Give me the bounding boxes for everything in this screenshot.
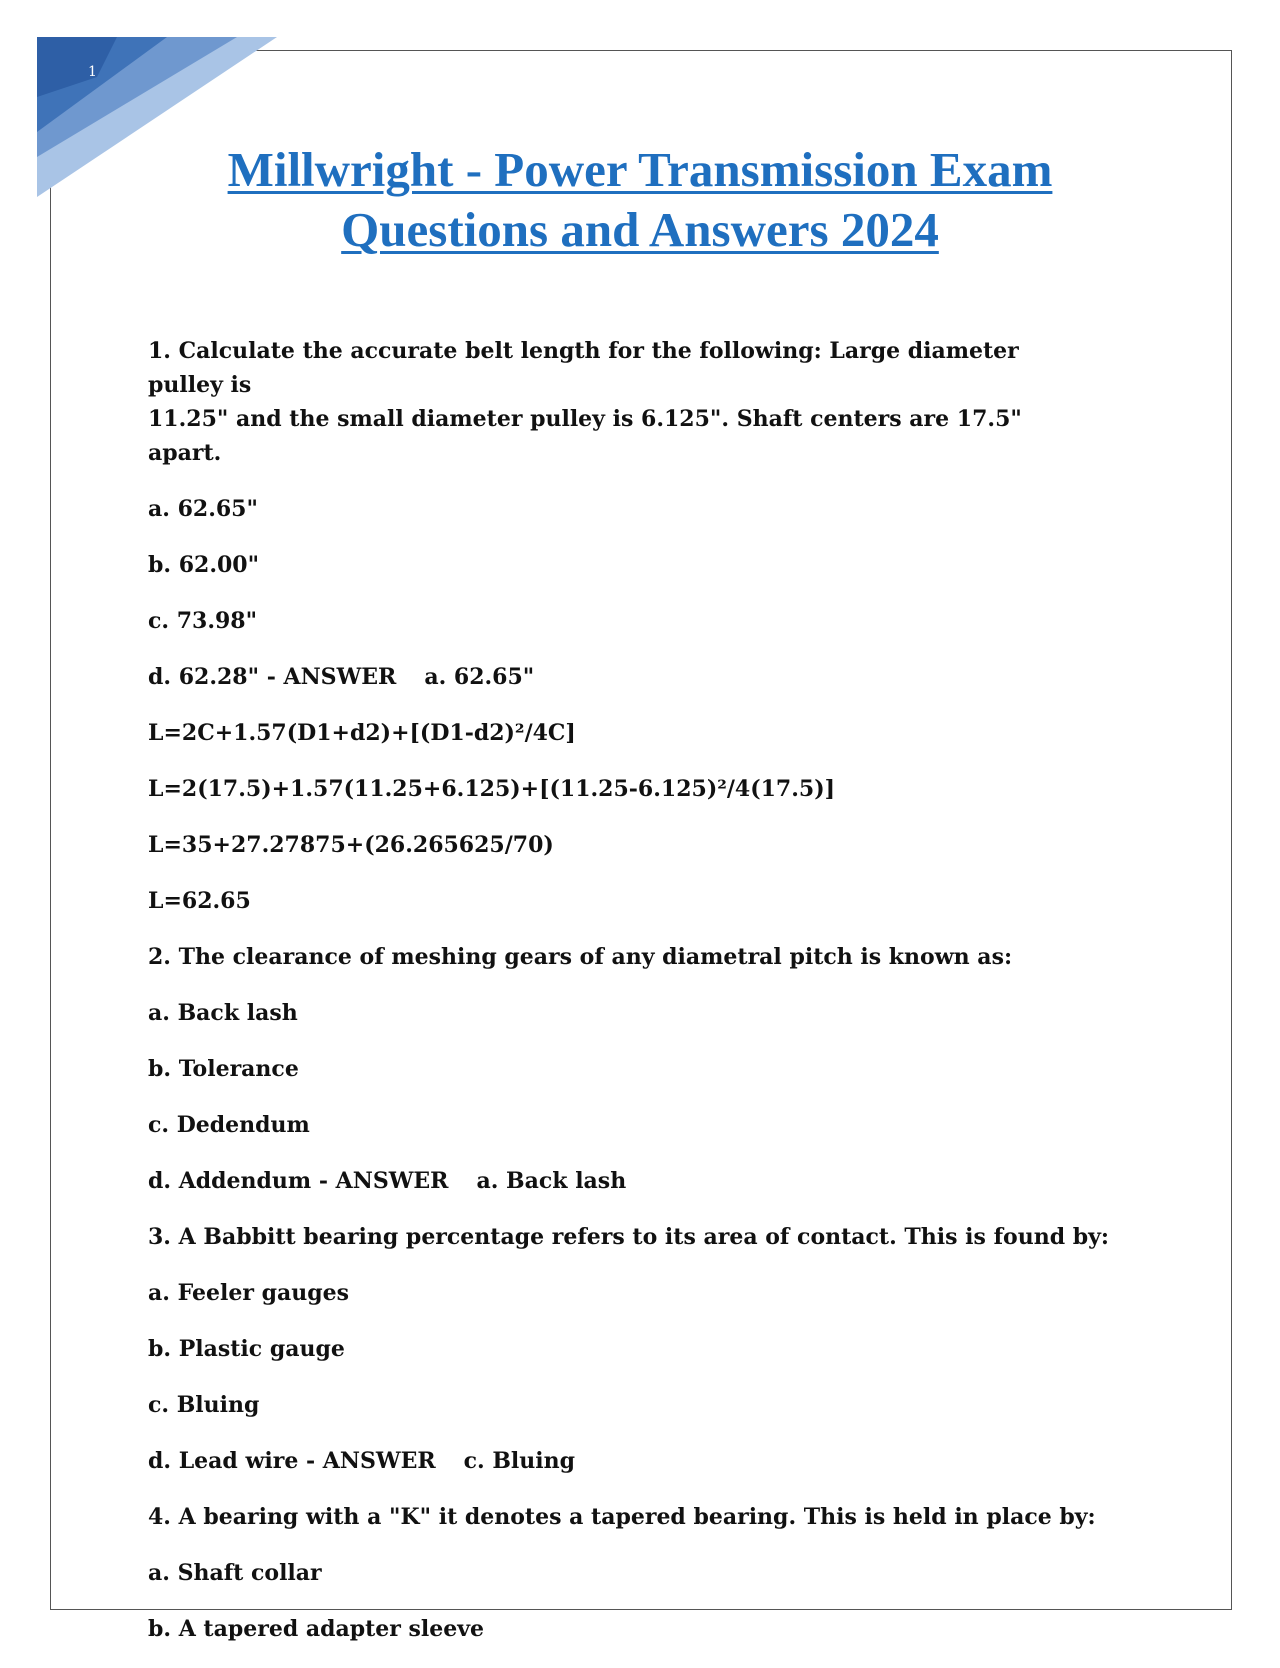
q2-option-a: a. Back lash bbox=[148, 1000, 298, 1026]
title-line-1: Millwright - Power Transmission Exam bbox=[227, 142, 1053, 197]
document-body bbox=[148, 334, 1110, 1668]
q3-option-c: c. Bluing bbox=[148, 1392, 260, 1418]
q4-option-a: a. Shaft collar bbox=[148, 1560, 322, 1586]
q1-answer: a. 62.65" bbox=[424, 664, 535, 690]
page-number: 1 bbox=[88, 64, 97, 80]
question-4: 4. A bearing with a "K" it denotes a tapered bearing. This is held in place by: bbox=[148, 1504, 1096, 1530]
title-line-2: Questions and Answers 2024 bbox=[341, 202, 939, 257]
q2-option-c: c. Dedendum bbox=[148, 1112, 310, 1138]
question-1-line-2: 11.25" and the small diameter pulley is 6.125". Shaft centers are 17.5" apart. bbox=[148, 406, 1022, 466]
q2-option-d: d. Addendum - ANSWER bbox=[148, 1168, 449, 1194]
q1-work-line-1: L=2C+1.57(D1+d2)+[(D1-d2)²/4C] bbox=[148, 720, 576, 746]
q1-work-line-4: L=62.65 bbox=[148, 888, 251, 914]
q1-work-line-2: L=2(17.5)+1.57(11.25+6.125)+[(11.25-6.125)²/4(17.5)] bbox=[148, 776, 836, 802]
q2-option-b: b. Tolerance bbox=[148, 1056, 299, 1082]
q1-work-line-3: L=35+27.27875+(26.265625/70) bbox=[148, 832, 554, 858]
q3-option-d-answer bbox=[148, 1444, 1088, 1478]
q1-option-d-answer bbox=[148, 660, 1088, 694]
q3-option-a: a. Feeler gauges bbox=[148, 1280, 349, 1306]
q1-option-a: a. 62.65" bbox=[148, 496, 258, 522]
question-1 bbox=[148, 334, 1088, 470]
q3-answer: c. Bluing bbox=[463, 1448, 576, 1474]
q1-option-d: d. 62.28" - ANSWER bbox=[148, 664, 397, 690]
q1-option-c: c. 73.98" bbox=[148, 608, 258, 634]
q3-option-d: d. Lead wire - ANSWER bbox=[148, 1448, 436, 1474]
q1-option-b: b. 62.00" bbox=[148, 552, 260, 578]
page-title bbox=[0, 140, 1280, 260]
question-2: 2. The clearance of meshing gears of any diametral pitch is known as: bbox=[148, 944, 1013, 970]
q4-option-b: b. A tapered adapter sleeve bbox=[148, 1616, 485, 1642]
q3-option-b: b. Plastic gauge bbox=[148, 1336, 345, 1362]
question-3: 3. A Babbitt bearing percentage refers to its area of contact. This is found by: bbox=[148, 1224, 1110, 1250]
q2-answer: a. Back lash bbox=[476, 1168, 627, 1194]
question-1-line-1: 1. Calculate the accurate belt length for the following: Large diameter pulley is bbox=[148, 338, 1019, 398]
q2-option-d-answer bbox=[148, 1164, 1088, 1198]
